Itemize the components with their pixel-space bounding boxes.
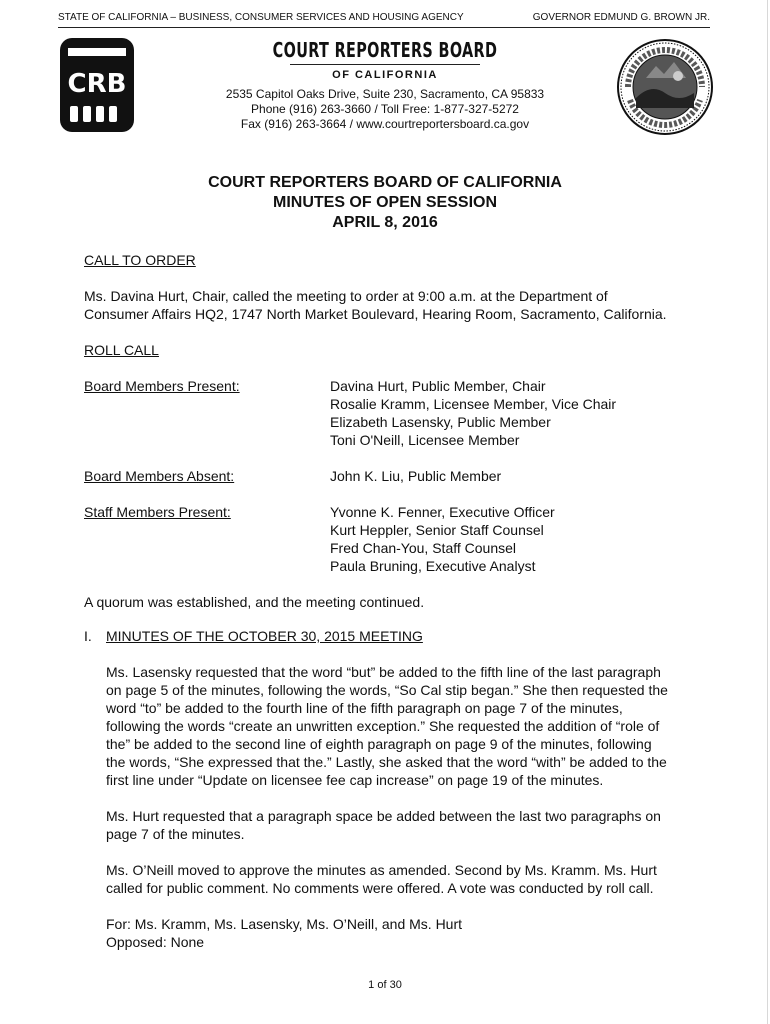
- paragraph-line: Ms. Lasensky requested that the word “but” be added to the fifth line of the last paragraph: [106, 664, 661, 680]
- letterhead: [200, 38, 570, 132]
- scan-edge: [767, 0, 768, 1024]
- minutes-paragraph-2: [106, 807, 661, 843]
- list-item: Elizabeth Lasensky, Public Member: [330, 414, 551, 430]
- board-fax-website: Fax (916) 263-3664 / www.courtreportersboard.ca.gov: [240, 117, 530, 131]
- minutes-paragraph-1: [106, 663, 668, 789]
- list-item: Fred Chan-You, Staff Counsel: [330, 540, 517, 556]
- vote-for: For: Ms. Kramm, Ms. Lasensky, Ms. O’Neill, and Ms. Hurt: [106, 916, 463, 932]
- board-name: COURT REPORTERS BOARD: [272, 38, 498, 62]
- vote-record: [106, 915, 462, 951]
- call-to-order-heading: CALL TO ORDER: [84, 252, 196, 268]
- staff-present-label: Staff Members Present:: [84, 504, 231, 520]
- state-seal-icon: [616, 38, 714, 136]
- governor-name: GOVERNOR EDMUND G. BROWN JR.: [532, 12, 710, 23]
- board-phone: Phone (916) 263-3660 / Toll Free: 1-877-327-5272: [251, 102, 519, 116]
- list-item: Davina Hurt, Public Member, Chair: [330, 378, 546, 394]
- list-item: Yvonne K. Fenner, Executive Officer: [330, 504, 555, 520]
- title-line-2: MINUTES OF OPEN SESSION: [272, 194, 498, 211]
- paragraph-line: the words, “She expressed that the.” Lastly, she asked that the word “with” be added to the: [106, 754, 667, 770]
- crb-logo-icon: [58, 36, 136, 134]
- call-to-order-line: Ms. Davina Hurt, Chair, called the meeting to order at 9:00 a.m. at the Department of: [84, 288, 608, 304]
- paragraph-line: on page 5 of the minutes, following the words, “So Cal stip began.” She then requested the: [106, 682, 668, 698]
- section-heading: MINUTES OF THE OCTOBER 30, 2015 MEETING: [106, 628, 423, 644]
- board-address: 2535 Capitol Oaks Drive, Suite 230, Sacramento, CA 95833: [225, 87, 545, 101]
- members-absent-list: [330, 467, 501, 485]
- members-absent-label: Board Members Absent:: [84, 468, 235, 484]
- paragraph-line: first line under “Update on licensee fee cap increase” on page 19 of the minutes.: [106, 772, 604, 788]
- list-item: John K. Liu, Public Member: [330, 468, 502, 484]
- header-rule: [58, 27, 710, 28]
- vote-opposed: Opposed: None: [106, 934, 205, 950]
- roll-call-heading: ROLL CALL: [84, 342, 159, 358]
- list-item: Toni O'Neill, Licensee Member: [330, 432, 520, 448]
- minutes-paragraph-3: [106, 861, 657, 897]
- paragraph-line: the” be added to the second line of eighth paragraph on page 9 of the minutes, following: [106, 736, 652, 752]
- members-present-label: Board Members Present:: [84, 378, 240, 394]
- section-number: I.: [84, 628, 92, 644]
- agency-name: STATE OF CALIFORNIA – BUSINESS, CONSUMER SERVICES AND HOUSING AGENCY: [58, 12, 464, 23]
- list-item: Kurt Heppler, Senior Staff Counsel: [330, 522, 544, 538]
- call-to-order-text: [84, 287, 667, 323]
- paragraph-line: Ms. O’Neill moved to approve the minutes as amended. Second by Ms. Kramm. Ms. Hurt: [106, 862, 657, 878]
- paragraph-line: called for public comment. No comments were offered. A vote was conducted by roll call.: [106, 880, 654, 896]
- paragraph-line: page 7 of the minutes.: [106, 826, 245, 842]
- board-name-rule: [290, 64, 480, 65]
- staff-present-list: [330, 503, 555, 575]
- quorum-statement: A quorum was established, and the meeting continued.: [84, 594, 425, 610]
- logo-text: CRB: [67, 69, 127, 99]
- members-present-list: [330, 377, 616, 449]
- call-to-order-line: Consumer Affairs HQ2, 1747 North Market Boulevard, Hearing Room, Sacramento, California.: [84, 306, 667, 322]
- document-title: [0, 173, 770, 233]
- list-item: Paula Bruning, Executive Analyst: [330, 558, 536, 574]
- title-line-1: COURT REPORTERS BOARD OF CALIFORNIA: [208, 174, 562, 191]
- title-line-3: APRIL 8, 2016: [332, 214, 438, 231]
- list-item: Rosalie Kramm, Licensee Member, Vice Chair: [330, 396, 617, 412]
- board-subtitle: OF CALIFORNIA: [332, 69, 438, 81]
- paragraph-line: Ms. Hurt requested that a paragraph space be added between the last two paragraphs on: [106, 808, 661, 824]
- paragraph-line: word “to” be added to the fourth line of the fifth paragraph on page 7 of the minutes,: [106, 700, 623, 716]
- paragraph-line: following the words “create an unwritten exception.” She requested the addition of “role of: [106, 718, 660, 734]
- page-number: 1 of 30: [368, 979, 402, 991]
